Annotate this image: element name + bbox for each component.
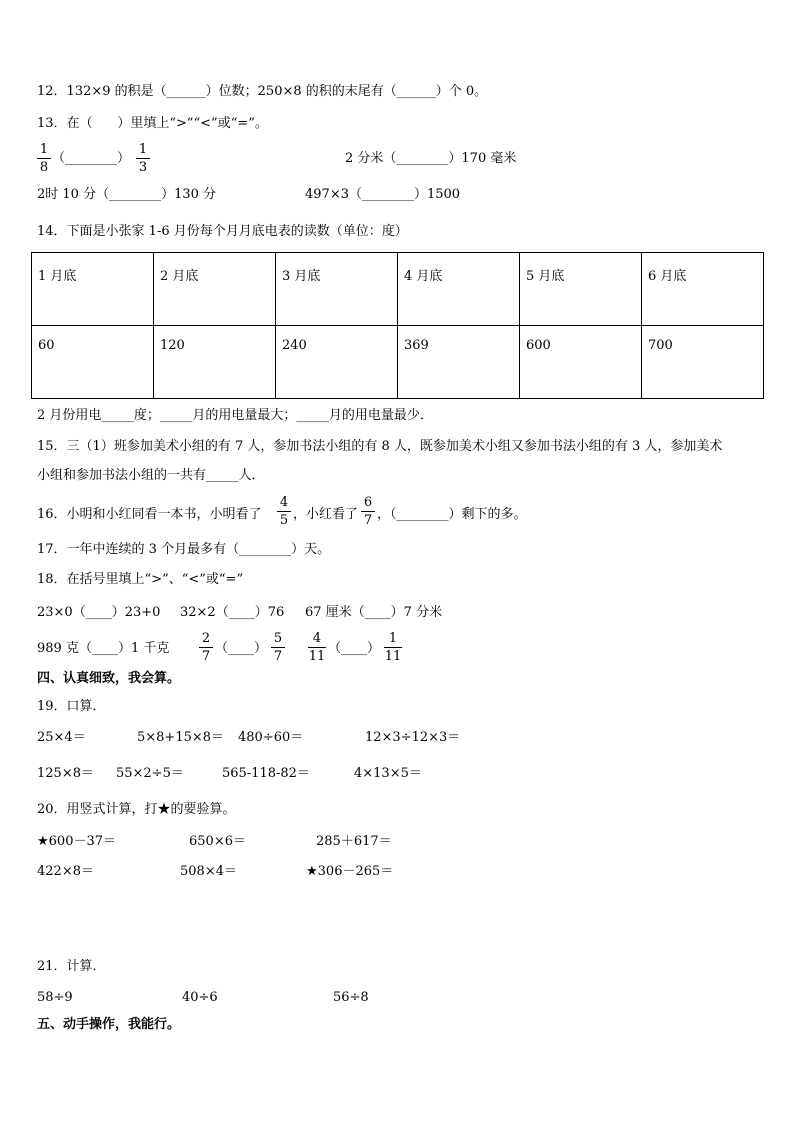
question-16-part-3: ，（________）剩下的多。 (377, 507, 527, 522)
answer-blank[interactable]: （________） (52, 151, 131, 166)
numerator: 6 (363, 495, 373, 510)
table-cell: 2 月底 (154, 253, 276, 326)
table-header-row (32, 253, 764, 326)
table-cell: 369 (398, 326, 520, 399)
calc-item: 56÷8 (333, 990, 369, 1005)
denominator: 7 (363, 513, 373, 528)
fraction-1-3 (136, 142, 150, 175)
section-5-heading: 五、动手操作，我能行。 (37, 1017, 181, 1032)
question-16-part-1: 16．小明和小红同看一本书，小明看了 (37, 507, 262, 522)
table-cell: 6 月底 (642, 253, 764, 326)
calc-item: 125×8＝ (37, 766, 94, 781)
denominator: 5 (279, 513, 289, 528)
numerator: 4 (279, 495, 289, 510)
question-19-title: 19．口算． (37, 699, 106, 714)
calc-item: 480÷60＝ (238, 730, 304, 745)
question-18-title: 18．在括号里填上“>”、“<”或“=” (37, 572, 244, 587)
numerator: 5 (273, 631, 283, 646)
fraction-4-5 (277, 495, 291, 528)
table-cell: 3 月底 (276, 253, 398, 326)
numerator: 4 (312, 631, 322, 646)
question-13-item-4: 497×3（________）1500 (305, 187, 461, 202)
question-13-item-2: 2 分米（________）170 毫米 (345, 151, 517, 166)
denominator: 7 (273, 649, 283, 664)
calc-item: 422×8＝ (37, 864, 94, 879)
meter-readings-table (31, 252, 764, 399)
calc-item: ★306－265＝ (306, 864, 394, 879)
denominator: 11 (308, 649, 326, 664)
calc-item: ★600－37＝ (37, 834, 117, 849)
calc-item: 5×8+15×8＝ (137, 730, 225, 745)
table-cell: 1 月底 (32, 253, 154, 326)
numerator: 1 (39, 142, 49, 157)
calc-item: 4×13×5＝ (354, 766, 422, 781)
question-13-title: 13．在（ ）里填上“>”“<”或“=”。 (37, 116, 268, 131)
calc-item: 285＋617＝ (316, 834, 392, 849)
fraction-2-7 (199, 631, 213, 664)
table-cell: 240 (276, 326, 398, 399)
calc-item: 55×2÷5＝ (116, 766, 184, 781)
calc-item: 40÷6 (182, 990, 218, 1005)
calc-item: 565-118-82＝ (222, 766, 310, 781)
table-cell: 4 月底 (398, 253, 520, 326)
calc-item: 12×3÷12×3＝ (365, 730, 461, 745)
calc-item: 650×6＝ (189, 834, 246, 849)
table-cell: 120 (154, 326, 276, 399)
question-17: 17．一年中连续的 3 个月最多有（________）天。 (37, 542, 331, 557)
table-cell: 60 (32, 326, 154, 399)
question-13-item-3: 2时 10 分（________）130 分 (37, 187, 217, 202)
question-16-part-2: ，小红看了 (293, 507, 359, 522)
table-cell: 700 (642, 326, 764, 399)
numerator: 2 (201, 631, 211, 646)
calc-item: 25×4＝ (37, 730, 86, 745)
fraction-5-7 (271, 631, 285, 664)
question-12: 12．132×9 的积是（______）位数；250×8 的积的末尾有（______）个 0。 (37, 84, 488, 99)
answer-blank[interactable]: （____） (215, 641, 268, 656)
denominator: 7 (201, 649, 211, 664)
fraction-1-8 (37, 142, 51, 175)
question-15-line-1: 15．三（1）班参加美术小组的有 7 人，参加书法小组的有 8 人，既参加美术小组又参加书法小组的有 3 人，参加美术 (37, 439, 723, 454)
question-14-title: 14．下面是小张家 1-6 月份每个月月底电表的读数（单位：度） (37, 224, 408, 239)
answer-blank[interactable]: （____） (328, 641, 381, 656)
question-14-followup: 2 月份用电_____度；_____月的用电量最大；_____月的用电量最少． (37, 408, 433, 423)
calc-item: 58÷9 (37, 990, 73, 1005)
table-row (32, 326, 764, 399)
question-18-item: 989 克（____）1 千克 (37, 641, 170, 656)
question-18-item: 67 厘米（____）7 分米 (305, 605, 443, 620)
table-cell: 600 (520, 326, 642, 399)
fraction-6-7 (361, 495, 375, 528)
question-20-title: 20．用竖式计算，打★的要验算。 (37, 802, 236, 817)
fraction-4-11 (308, 631, 326, 664)
question-21-title: 21．计算． (37, 959, 106, 974)
fraction-1-11 (384, 631, 402, 664)
denominator: 8 (39, 160, 49, 175)
section-4-heading: 四、认真细致，我会算。 (37, 671, 181, 686)
denominator: 11 (384, 649, 402, 664)
numerator: 1 (138, 142, 148, 157)
table-cell: 5 月底 (520, 253, 642, 326)
question-18-item: 32×2（____）76 (180, 605, 285, 620)
calc-item: 508×4＝ (180, 864, 237, 879)
question-15-line-2: 小组和参加书法小组的一共有_____人． (37, 468, 265, 483)
numerator: 1 (388, 631, 398, 646)
denominator: 3 (138, 160, 148, 175)
question-18-item: 23×0（____）23+0 (37, 605, 161, 620)
